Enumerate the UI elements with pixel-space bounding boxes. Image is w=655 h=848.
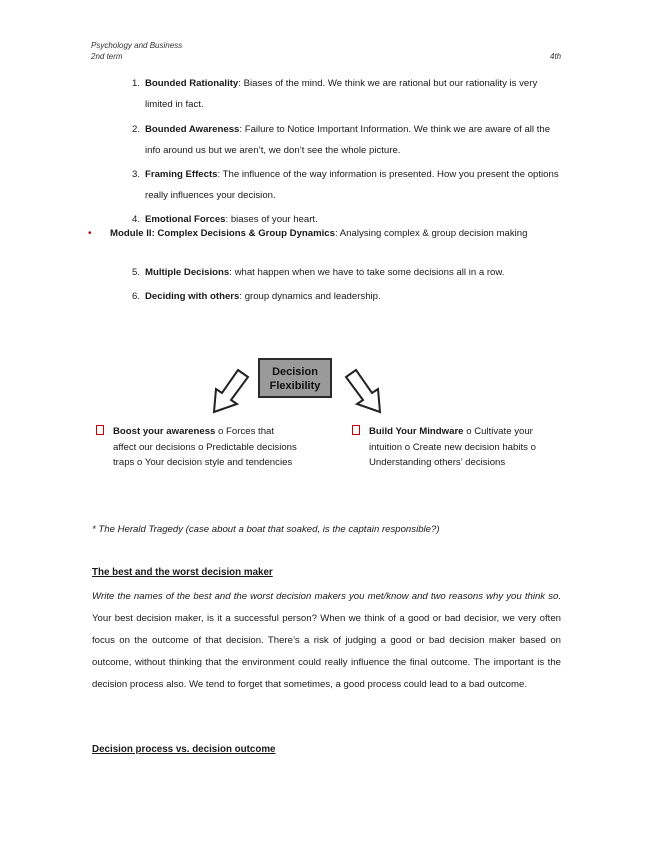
list-number: 1. [131, 78, 140, 89]
list-item [126, 262, 566, 283]
bullet-icon: • [88, 228, 92, 239]
block-title: Build Your Mindware [369, 426, 464, 437]
list-number: 2. [131, 124, 140, 135]
list-text: : what happen when we have to take some decisions all in a row. [229, 267, 505, 278]
list-item [126, 119, 566, 161]
decision-flexibility-box [258, 358, 332, 398]
list-item [126, 73, 566, 115]
list-item [126, 286, 566, 307]
section-paragraph [92, 586, 561, 696]
list-text: : biases of your heart. [225, 214, 318, 225]
arrow-down-right-icon [338, 366, 388, 416]
list-term: Multiple Decisions [145, 267, 230, 278]
arrow-down-left-icon [206, 366, 256, 416]
header-course: Psychology and Business [91, 41, 183, 50]
list-text: : group dynamics and leadership. [239, 291, 381, 302]
list-term: Framing Effects [145, 169, 218, 180]
list-number: 3. [131, 169, 140, 180]
box-line-2: Flexibility [269, 380, 321, 392]
block-title: Boost your awareness [113, 426, 216, 437]
case-note: * The Herald Tragedy (case about a boat that soaked, is the captain responsible?) [92, 524, 440, 535]
module-title: Module II: Complex Decisions & Group Dynamics [110, 228, 335, 239]
module-text: : Analysing complex & group decision making [334, 228, 528, 239]
block-text: o Forces that affect our decisions o Predictable decisions traps o Your decision style and tendencies [113, 426, 297, 468]
list-term: Bounded Rationality [145, 78, 239, 89]
paragraph-body: Your best decision maker, is it a successful person? When we think of a good or bad decisior, we very often focus on the outcome of that decision. There’s a risk of judging a good or bad decision maker based on outcome, without thinking that the environment could really influence the final outcome. The important is the decision process also. We tend to forget that sometimes, a good process could lead to a bad outcome. [92, 613, 561, 690]
list-term: Bounded Awareness [145, 124, 240, 135]
list-term: Deciding with others [145, 291, 240, 302]
list-text: : Biases of the mind. We think we are rational but our rationality is very limited in fact. [145, 78, 538, 110]
section-heading: Decision process vs. decision outcome [92, 744, 276, 755]
block-text: o Cultivate your intuition o Create new decision habits o Understanding others’ decisions [369, 426, 536, 468]
list-term: Emotional Forces [145, 214, 226, 225]
list-text: : The influence of the way information is presented. How you present the options really influences your decision. [145, 169, 559, 201]
list-number: 6. [131, 291, 140, 302]
section-heading: The best and the worst decision maker [92, 567, 273, 578]
header-page-number: 4th [550, 52, 562, 61]
checkbox-icon [352, 425, 360, 435]
header-term: 2nd term [91, 52, 123, 61]
list-text: : Failure to Notice Important Information. We think we are aware of all the info around us but we aren’t, we don’t see the whole picture. [145, 124, 551, 156]
checkbox-icon [96, 425, 104, 435]
list-item [126, 164, 566, 206]
list-number: 4. [131, 214, 140, 225]
list-number: 5. [131, 267, 140, 278]
box-line-1: Decision [272, 366, 318, 378]
italic-intro: Write the names of the best and the worst decision makers you met/know and two reasons why you think so. [92, 591, 561, 602]
